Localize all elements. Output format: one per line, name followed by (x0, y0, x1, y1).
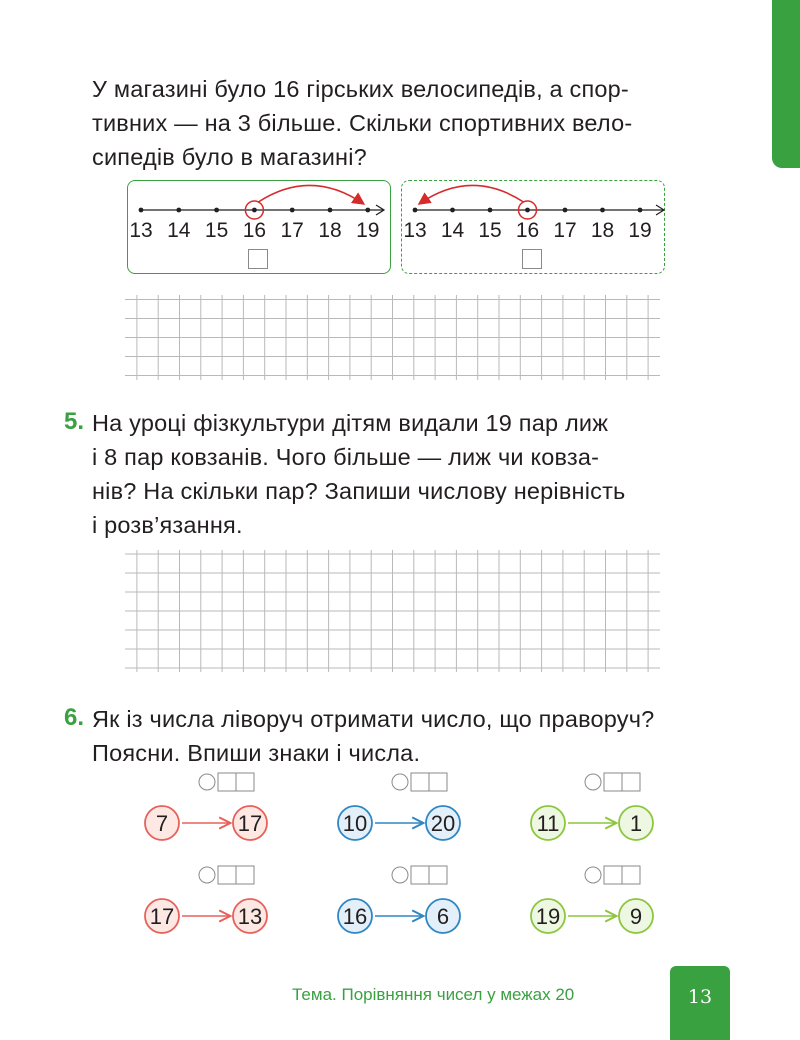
operation-sign-circle[interactable] (392, 867, 408, 883)
target-number: 17 (237, 811, 263, 836)
digit-box[interactable] (429, 773, 447, 791)
problem-6-line: Як із числа ліворуч отримати число, що праворуч? (92, 706, 655, 732)
transform-pair (531, 773, 653, 840)
target-number: 20 (430, 811, 456, 836)
transform-pair (145, 866, 267, 933)
forward-line-tick-label: 15 (204, 219, 229, 242)
source-number: 16 (342, 904, 368, 929)
problem-5-line: На уроці фізкультури дітям видали 19 пар лиж (92, 410, 609, 436)
transform-pair (338, 866, 460, 933)
target-number: 1 (629, 811, 643, 836)
forward-line-tick-label: 13 (129, 219, 153, 242)
problem-4-line: тивних — на 3 більше. Скільки спортивних вело- (92, 110, 633, 136)
backward-line-tick-label: 15 (478, 219, 502, 242)
problem-6-line: Поясни. Впиши знаки і числа. (92, 740, 421, 766)
forward-line-tick-label: 18 (318, 219, 342, 242)
source-number: 7 (155, 811, 169, 836)
page-number-tab (670, 966, 730, 1040)
problem-5-line: нів? На скільки пар? Запиши числову нерівність (92, 478, 626, 504)
transform-pair (531, 866, 653, 933)
page-number: 13 (687, 986, 713, 1008)
digit-box[interactable] (411, 773, 429, 791)
source-number: 19 (535, 904, 561, 929)
digit-box[interactable] (218, 773, 236, 791)
operation-sign-circle[interactable] (392, 774, 408, 790)
backward-line-tick-label: 18 (590, 219, 615, 242)
backward-line-tick-label: 19 (628, 219, 652, 242)
operation-sign-circle[interactable] (199, 867, 215, 883)
problem-5-number: 5. (64, 408, 85, 435)
digit-box[interactable] (429, 866, 447, 884)
backward-line-tick-label: 16 (515, 219, 540, 242)
forward-line-tick-label: 14 (167, 219, 191, 242)
source-number: 10 (342, 811, 368, 836)
transform-pair (145, 773, 267, 840)
operation-sign-circle[interactable] (585, 774, 601, 790)
forward-line-tick-label: 19 (356, 219, 380, 242)
digit-box[interactable] (236, 773, 254, 791)
forward-line-tick-label: 16 (242, 219, 267, 242)
digit-box[interactable] (218, 866, 236, 884)
digit-box[interactable] (604, 773, 622, 791)
transform-pair (338, 773, 460, 840)
digit-box[interactable] (236, 866, 254, 884)
problem-6-number: 6. (64, 704, 85, 731)
digit-box[interactable] (411, 866, 429, 884)
source-number: 11 (536, 811, 560, 836)
backward-line-tick-label: 14 (440, 219, 465, 242)
target-number: 13 (237, 904, 263, 929)
digit-box[interactable] (622, 773, 640, 791)
backward-line-tick-label: 17 (553, 219, 577, 242)
forward-line-tick-label: 17 (280, 219, 304, 242)
operation-sign-circle[interactable] (199, 774, 215, 790)
digit-box[interactable] (622, 866, 640, 884)
problem-4-line: сипедів було в магазині? (92, 144, 367, 170)
operation-sign-circle[interactable] (585, 867, 601, 883)
problem-5-line: і розв’язання. (92, 512, 243, 538)
digit-box[interactable] (604, 866, 622, 884)
target-number: 9 (629, 904, 643, 929)
target-number: 6 (436, 904, 450, 929)
problem-5-line: і 8 пар ковзанів. Чого більше — лиж чи ковза- (92, 444, 600, 470)
footer-topic: Тема. Порівняння чисел у межах 20 (292, 985, 575, 1004)
backward-line-tick-label: 13 (403, 219, 427, 242)
problem-4-line: У магазині було 16 гірських велосипедів, а спор- (92, 76, 629, 102)
source-number: 17 (149, 904, 175, 929)
